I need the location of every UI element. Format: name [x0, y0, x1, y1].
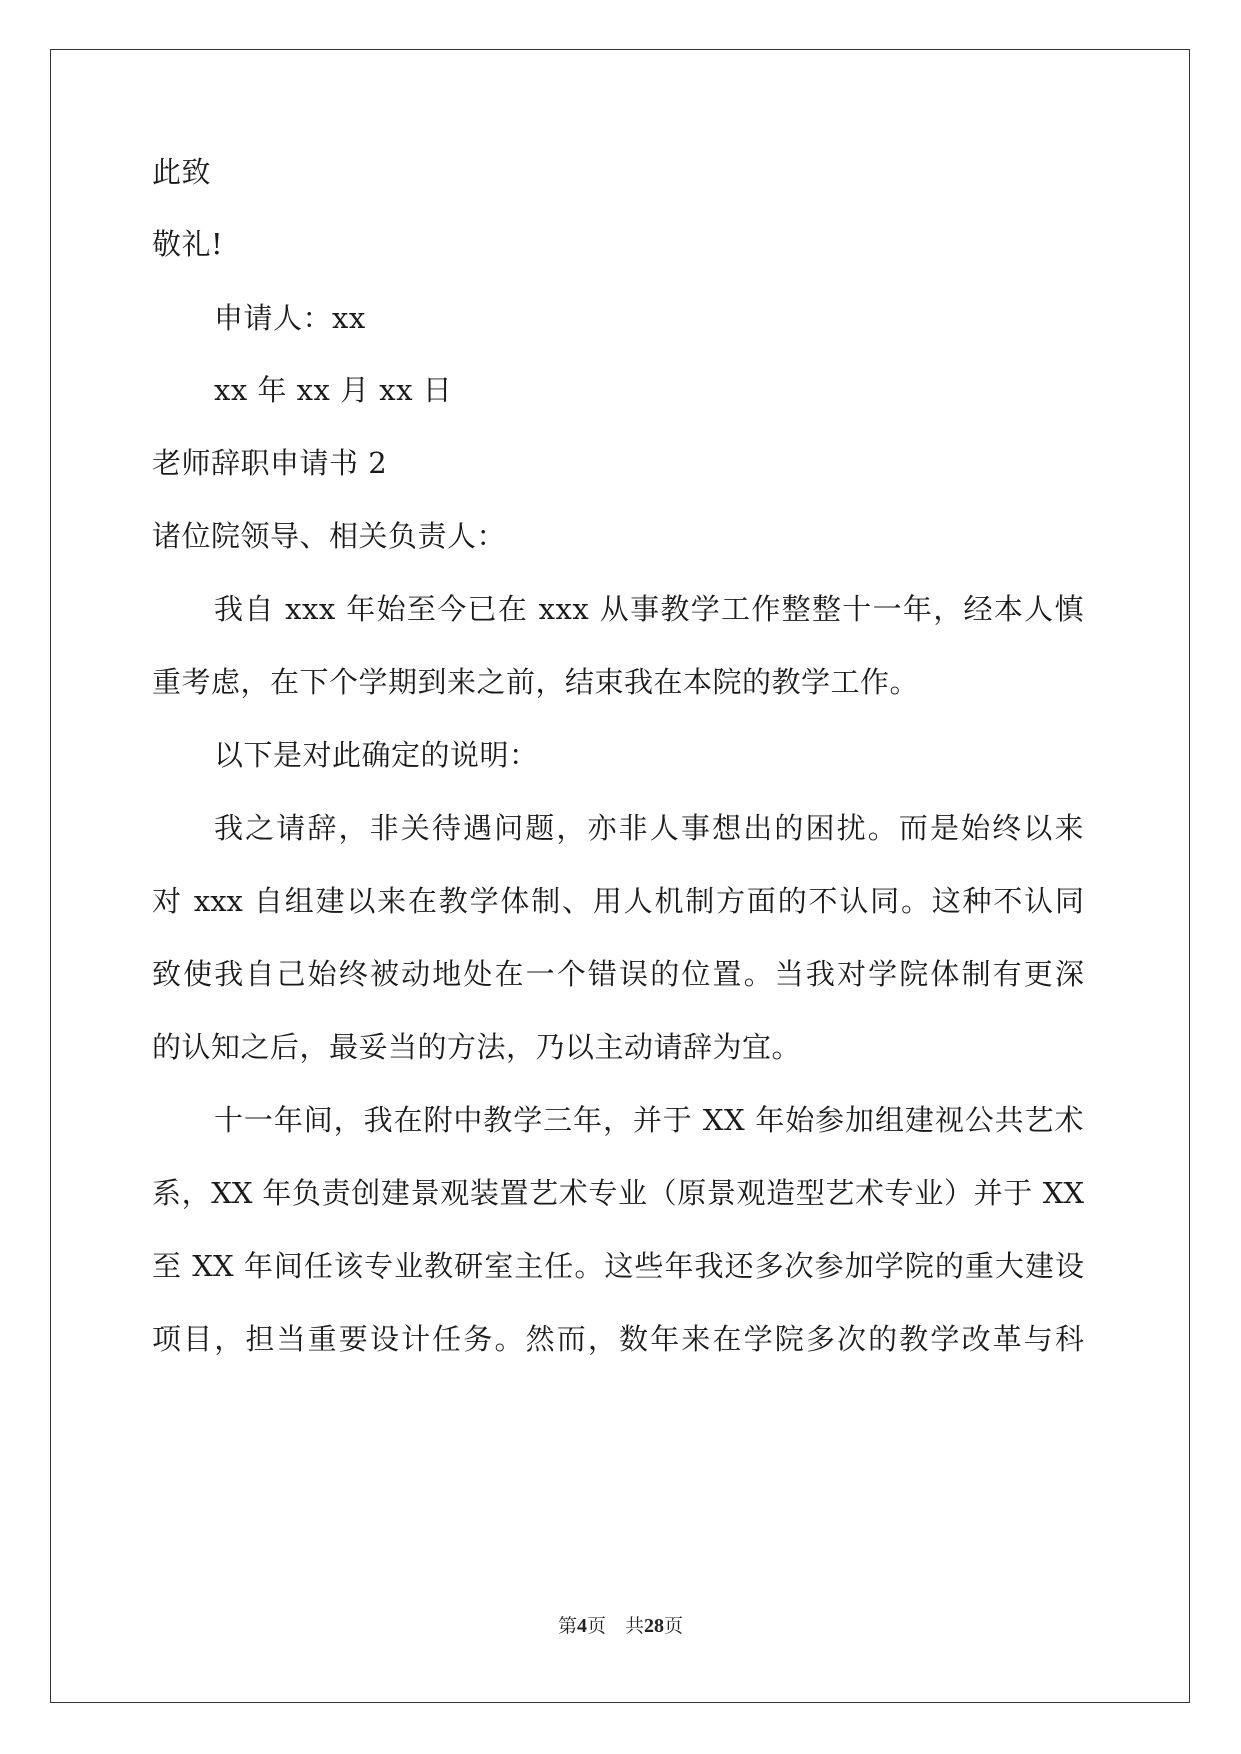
- footer-prefix: 第: [557, 1615, 577, 1637]
- paragraph-line: 我之请辞，非关待遇问题，亦非人事想出的困扰。而是始终以来: [214, 811, 1084, 845]
- paragraph-line: 以下是对此确定的说明：: [214, 738, 539, 772]
- salutation: 诸位院领导、相关负责人：: [152, 519, 507, 553]
- paragraph-line: 对 xxx 自组建以来在教学体制、用人机制方面的不认同。这种不认同: [152, 884, 1084, 918]
- paragraph-line: 致使我自己始终被动地处在一个错误的位置。当我对学院体制有更深: [152, 957, 1084, 991]
- current-page-number: 4: [576, 1615, 587, 1637]
- paragraph-line: 的认知之后，最妥当的方法，乃以主动请辞为宜。: [152, 1030, 802, 1064]
- footer-suffix: 页: [664, 1615, 684, 1637]
- paragraph-line: 项目，担当重要设计任务。然而，数年来在学院多次的教学改革与科: [152, 1322, 1084, 1356]
- paragraph-line: 十一年间，我在附中教学三年，并于 XX 年始参加组建视公共艺术: [214, 1103, 1084, 1137]
- page-footer: [0, 1614, 1241, 1638]
- paragraph-line: 重考虑，在下个学期到来之前，结束我在本院的教学工作。: [152, 665, 920, 699]
- closing-line-1: 此致: [152, 155, 212, 189]
- total-page-count: 28: [644, 1615, 664, 1637]
- closing-line-2: 敬礼!: [152, 227, 224, 261]
- section-title: 老师辞职申请书 2: [152, 446, 388, 480]
- paragraph-line: 我自 xxx 年始至今已在 xxx 从事教学工作整整十一年，经本人慎: [214, 592, 1084, 626]
- footer-middle: 页 共: [586, 1615, 644, 1637]
- applicant-line: 申请人：xx: [214, 301, 366, 335]
- date-line: xx 年 xx 月 xx 日: [214, 373, 453, 407]
- paragraph-line: 系，XX 年负责创建景观装置艺术专业（原景观造型艺术专业）并于 XX: [152, 1176, 1084, 1210]
- paragraph-line: 至 XX 年间任该专业教研室主任。这些年我还多次参加学院的重大建设: [152, 1249, 1084, 1283]
